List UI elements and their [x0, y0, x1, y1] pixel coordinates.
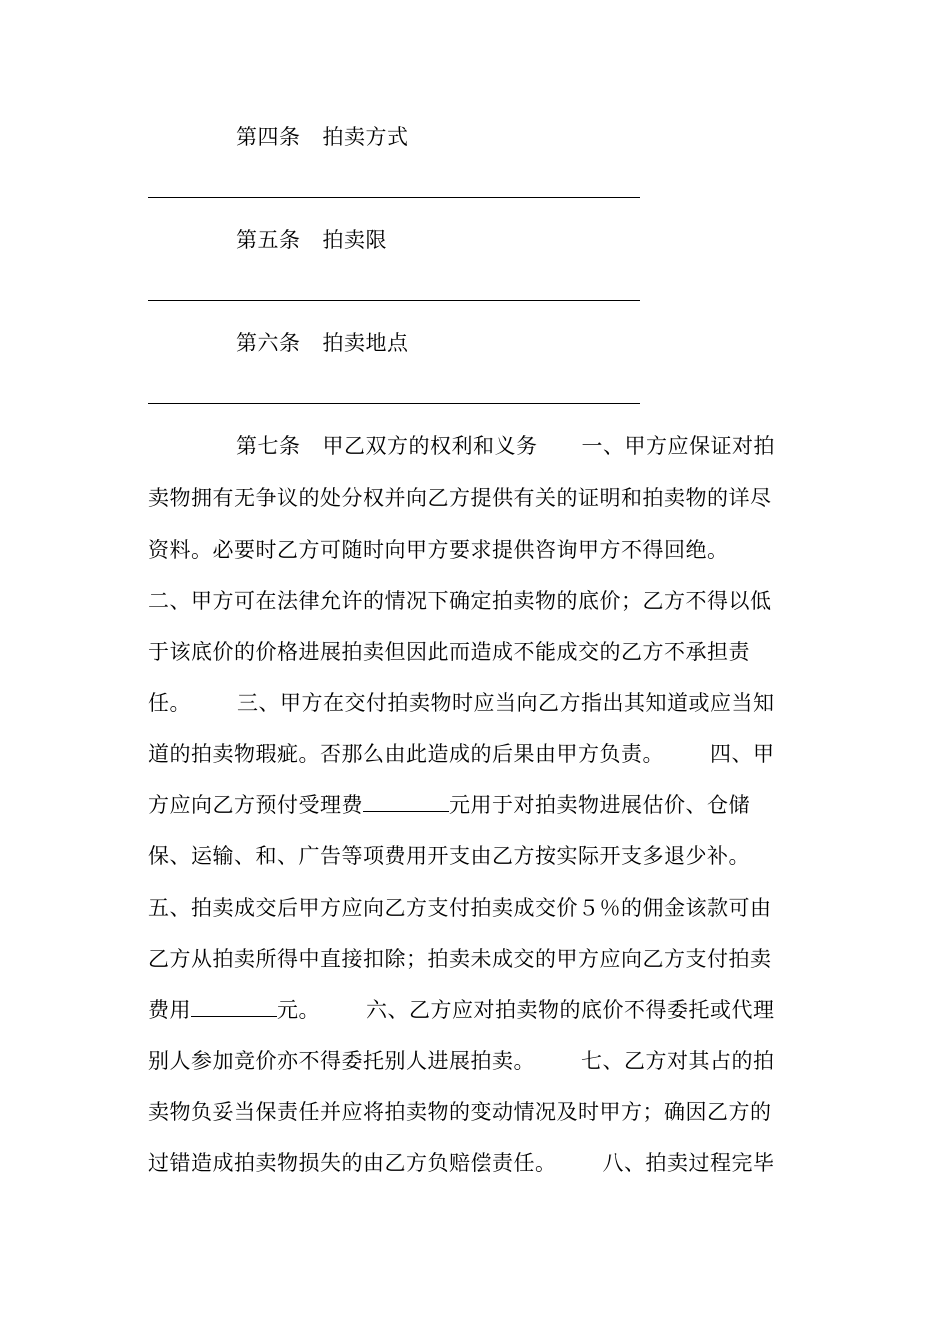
body-line: 于该底价的价格进展拍卖但因此而造成不能成交的乙方不承担责	[148, 640, 750, 664]
body-line	[148, 1047, 775, 1075]
article-title: 拍卖限	[322, 228, 387, 252]
fill-in-line	[148, 403, 640, 404]
clause-text: 元。	[277, 998, 320, 1022]
body-line: 卖物拥有无争议的处分权并向乙方提供有关的证明和拍卖物的详尽	[148, 486, 772, 510]
clause-text: 八、拍卖过程完毕	[602, 1151, 775, 1175]
article-7-line-1	[236, 432, 775, 460]
body-line	[148, 689, 775, 717]
fee-blank	[363, 791, 449, 812]
clause-text: 元用于对拍卖物进展估价、仓储	[449, 793, 750, 817]
body-line	[148, 1149, 775, 1177]
article-title: 甲乙双方的权利和义务	[322, 434, 538, 458]
body-line	[148, 740, 775, 768]
body-line: 卖物负妥当保责任并应将拍卖物的变动情况及时甲方；确因乙方的	[148, 1100, 772, 1124]
body-line: 二、甲方可在法律允许的情况下确定拍卖物的底价；乙方不得以低	[148, 589, 772, 613]
body-line	[148, 791, 750, 819]
article-number: 第六条	[236, 331, 301, 355]
article-6-heading	[236, 329, 409, 357]
body-line: 保、运输、和、广告等项费用开支由乙方按实际开支多退少补。	[148, 844, 750, 868]
clause-text: 过错造成拍卖物损失的由乙方负赔偿责任。	[148, 1151, 557, 1175]
fill-in-line	[148, 300, 640, 301]
clause-text: 道的拍卖物瑕疵。否那么由此造成的后果由甲方负责。	[148, 742, 664, 766]
fee-blank	[191, 996, 277, 1017]
article-number: 第七条	[236, 434, 301, 458]
article-title: 拍卖方式	[322, 125, 409, 149]
clause-text: 三、甲方在交付拍卖物时应当向乙方指出其知道或应当知	[237, 691, 775, 715]
article-number: 第四条	[236, 125, 301, 149]
body-line: 资料。必要时乙方可随时向甲方要求提供咨询甲方不得回绝。	[148, 538, 729, 562]
clause-text: 方应向乙方预付受理费	[148, 793, 363, 817]
clause-text: 四、甲	[710, 742, 775, 766]
clause-text: 六、乙方应对拍卖物的底价不得委托或代理	[366, 998, 775, 1022]
body-line: 五、拍卖成交后甲方应向乙方支付拍卖成交价５％的佣金该款可由	[148, 896, 772, 920]
clause-text: 任。	[148, 691, 191, 715]
article-title: 拍卖地点	[322, 331, 409, 355]
body-line: 乙方从拍卖所得中直接扣除；拍卖未成交的甲方应向乙方支付拍卖	[148, 947, 772, 971]
clause-text: 七、乙方对其占的拍	[581, 1049, 775, 1073]
body-line	[148, 996, 775, 1024]
clause-text: 一、甲方应保证对拍	[581, 434, 775, 458]
clause-text: 别人参加竞价亦不得委托别人进展拍卖。	[148, 1049, 535, 1073]
article-number: 第五条	[236, 228, 301, 252]
clause-text: 费用	[148, 998, 191, 1022]
article-5-heading	[236, 226, 387, 254]
fill-in-line	[148, 197, 640, 198]
article-4-heading	[236, 123, 409, 151]
